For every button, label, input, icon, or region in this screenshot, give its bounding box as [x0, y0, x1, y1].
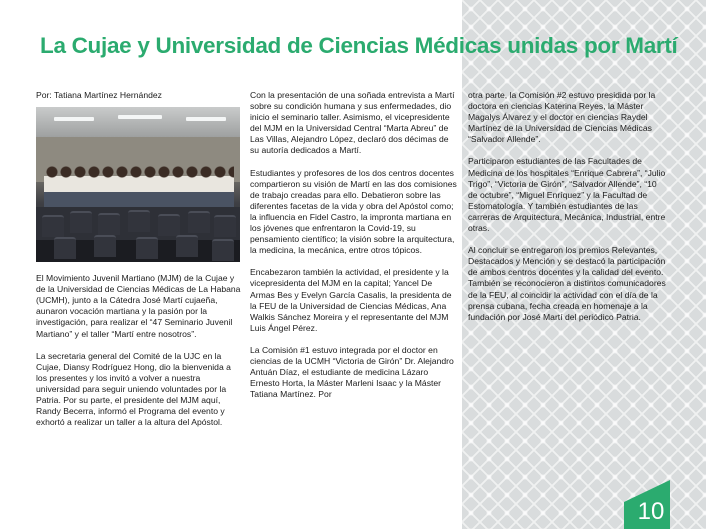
paragraph: Con la presentación de una soñada entrevista a Martí sobre su condición humana y sus enfermedades, dio inicio el seminario taller. Asimismo, el vicepresidente del MJM en la Universidad Central “Marta Abreu” de Las Villas, Alejandro López, declaró dos décimas de su autoría dedicados a Martí. — [250, 90, 455, 156]
paragraph: Al concluir se entregaron los premios Relevantes, Destacados y Mención y se destacó la participación de ambos centros docentes y la calidad del evento. También se reconocieron a distintos comunicadores de la FEU, al coincidir la actividad con el día de la prensa cubana, fecha creada en homenaje a la fundación por José Martí del periódico Patria. — [468, 245, 666, 322]
paragraph: La Comisión #1 estuvo integrada por el doctor en ciencias de la UCMH “Victoria de Girón” Dr. Alejandro Antuán Díaz, el estudiante de medicina Lázaro Ernesto Horta, la Máster Marleni Isaac y la Máster Tatiana Martínez. Por — [250, 344, 454, 400]
photo-light — [118, 115, 162, 119]
column-1 — [36, 90, 241, 439]
column-2 — [250, 90, 457, 411]
photo-ceiling — [36, 107, 240, 137]
paragraph: El Movimiento Juvenil Martiano (MJM) de la Cujae y de la Universidad de Ciencias Médicas de La Habana (UCMH), junto a la Cátedra José Martí cujaeña, aunaron vocación martiana y la pasión por la investigación, para realizar el “47 Seminario Juvenil Martiano” y el taller “Martí entre nosotros”. — [36, 273, 241, 339]
paragraph: Encabezaron también la actividad, el presidente y la vicepresidenta del MJM en la capital; Yancel De Armas Bes y Evelyn García Casalis, la presidenta de la FEU de la Universidad de Ciencias Médicas, Ana Walkis Sánchez Moreira y el representante del MJM Luis Ángel Pérez. — [250, 267, 452, 333]
paragraph: Estudiantes y profesores de los dos centros docentes compartieron su visión de Martí en las dos comisiones de trabajo creadas para ello. Debatieron sobre las diferentes facetas de la vida y obra del Apóstol como; la influencia en Fidel Castro, la impronta martiana en los jóvenes que enfrentaron la Covid-19, su pensamiento científico; la visión sobre la arquitectura, la medicina, la mecánica, entre otros tópicos. — [250, 167, 457, 256]
photo-light — [186, 117, 226, 121]
paragraph: otra parte, la Comisión #2 estuvo presidida por la doctora en ciencias Katerina Reyes, la Máster Magalys Álvarez y el doctor en ciencias Raydel Martínez de la Universidad de Ciencias Médicas “Salvador Allende”. — [468, 90, 656, 145]
author-byline: Por: Tatiana Martínez Hernández — [36, 90, 162, 100]
column-3 — [468, 90, 668, 334]
photo-group-of-people — [44, 162, 234, 207]
paragraph: La secretaria general del Comité de la UJC en la Cujae, Diansy Rodríguez Hong, dio la bienvenida a los presentes y los invitó a volver a nuestra universidad para seguir uniendo voluntades por la Patria. Por su parte, el presidente del MJM aquí, Randy Becerra, informó el Programa del evento y exhortó a realizar un taller a la altura del Apóstol. — [36, 350, 231, 428]
article-photo — [36, 107, 240, 262]
page-number: 10 — [637, 498, 665, 525]
photo-light — [54, 117, 94, 121]
photo-auditorium-seats — [36, 207, 240, 262]
paragraph: Participaron estudiantes de las Facultades de Medicina de los hospitales “Enrique Cabrera”, “Julio Trigo”, “Victoria de Girón”, “Salvador Allende”, “10 de octubre”, “Miguel Enríquez” y la Facultad de Estomatología. Y también estudiantes de las carreras de Arquitectura, Mecánica, Industrial, entre otras. — [468, 156, 666, 234]
article-title: La Cujae y Universidad de Ciencias Médicas unidas por Martí — [40, 33, 678, 58]
